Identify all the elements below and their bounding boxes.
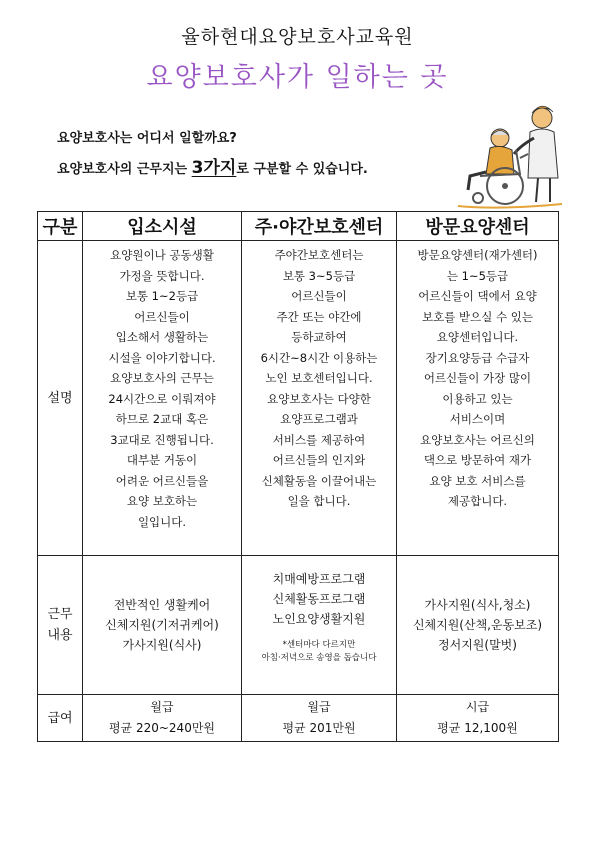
work-line: 가사지원(식사,청소) bbox=[424, 598, 531, 612]
header-day-night-center: 주·야간보호센터 bbox=[242, 212, 397, 241]
caregiver-wheelchair-illustration bbox=[450, 98, 570, 210]
pay-type: 시급 bbox=[465, 700, 490, 714]
desc-line: 방문요양센터(재가센터) bbox=[417, 248, 538, 262]
desc-line: 요양원이나 공동생활 bbox=[110, 248, 214, 262]
desc-line: 어르신들이 댁에서 요양 bbox=[418, 289, 537, 303]
row-label-description: 설명 bbox=[38, 241, 83, 556]
desc-line: 어르신들의 인지와 bbox=[272, 453, 366, 467]
desc-line: 등하교하여 bbox=[291, 330, 347, 344]
desc-residential bbox=[83, 241, 242, 556]
table-row-pay bbox=[38, 695, 559, 742]
desc-line: 이용하고 있는 bbox=[442, 391, 513, 406]
table-row-description bbox=[38, 241, 559, 556]
work-note-line: *센터마다 다르지만 bbox=[282, 640, 356, 650]
row-label-pay: 급여 bbox=[38, 695, 83, 742]
header-category: 구분 bbox=[38, 212, 83, 241]
work-home-care bbox=[397, 556, 559, 695]
pay-type: 월급 bbox=[307, 700, 331, 714]
header-residential-facility: 입소시설 bbox=[83, 212, 242, 241]
intro-text-post: 로 구분할 수 있습니다. bbox=[236, 162, 368, 177]
desc-line: 24시간으로 이뤄져야 bbox=[108, 391, 216, 406]
work-note-line: 아침·저녁으로 송영을 돕습니다 bbox=[261, 653, 377, 663]
desc-line: 어르신들이 bbox=[134, 309, 190, 324]
desc-line: 입소해서 생활하는 bbox=[115, 330, 209, 344]
work-note bbox=[242, 639, 396, 665]
desc-line: 장기요양등급 수급자 bbox=[425, 350, 530, 365]
desc-line: 주야간보호센터는 bbox=[274, 248, 364, 262]
pay-home-care bbox=[397, 695, 559, 742]
desc-line: 보호를 받으실 수 있는 bbox=[422, 309, 533, 324]
desc-line: 요양 보호 서비스를 bbox=[429, 473, 526, 488]
row-label-line: 근무 bbox=[47, 607, 73, 622]
desc-line: 보통 3~5등급 bbox=[282, 268, 356, 283]
desc-line: 시설을 이야기합니다. bbox=[108, 350, 216, 365]
desc-line: 하므로 2교대 혹은 bbox=[115, 412, 209, 426]
workplace-table bbox=[37, 211, 559, 742]
desc-line: 대부분 거동이 bbox=[126, 453, 198, 467]
intro-statement bbox=[57, 153, 368, 178]
desc-line: 는 1~5등급 bbox=[446, 268, 509, 283]
intro-highlight: 3가지 bbox=[191, 158, 237, 178]
desc-line: 요양보호사의 근무는 bbox=[110, 371, 214, 385]
desc-line: 서비스를 제공하여 bbox=[272, 432, 366, 447]
pay-residential bbox=[83, 695, 242, 742]
desc-line: 어려운 어르신들을 bbox=[115, 473, 209, 488]
table-row-work bbox=[38, 556, 559, 695]
desc-line: 보통 1~2등급 bbox=[125, 289, 199, 303]
desc-home-care bbox=[397, 241, 559, 556]
desc-line: 주간 또는 야간에 bbox=[276, 309, 362, 324]
desc-line: 어르신들이 bbox=[291, 289, 347, 303]
desc-line: 일입니다. bbox=[137, 514, 187, 529]
desc-line: 신체활동을 이끌어내는 bbox=[261, 473, 377, 488]
desc-line: 요양보호사는 어르신의 bbox=[420, 432, 535, 447]
desc-line: 댁으로 방문하여 재가 bbox=[423, 453, 532, 467]
work-line: 정서지원(말벗) bbox=[438, 638, 517, 652]
desc-line: 요양보호사는 다양한 bbox=[267, 391, 371, 406]
work-line: 신체지원(기저귀케어) bbox=[105, 618, 219, 632]
pay-day-night bbox=[242, 695, 397, 742]
desc-line: 요양 보호하는 bbox=[126, 494, 198, 508]
table-header-row bbox=[38, 212, 559, 241]
work-residential bbox=[83, 556, 242, 695]
intro-question: 요양보호사는 어디서 일할까요? bbox=[57, 131, 237, 146]
row-label-line: 내용 bbox=[47, 628, 73, 643]
desc-line: 요양프로그램과 bbox=[280, 412, 358, 426]
row-label-work bbox=[38, 556, 83, 695]
desc-day-night bbox=[242, 241, 397, 556]
work-line: 가사지원(식사) bbox=[122, 638, 202, 652]
desc-line: 제공합니다. bbox=[447, 494, 508, 508]
header-home-care-center: 방문요양센터 bbox=[397, 212, 559, 241]
org-name: 율하현대요양보호사교육원 bbox=[181, 26, 414, 48]
page-title: 요양보호사가 일하는 곳 bbox=[146, 62, 449, 93]
work-line: 치매예방프로그램 bbox=[272, 572, 366, 586]
work-line: 신체활동프로그램 bbox=[272, 592, 366, 606]
pay-type: 월급 bbox=[150, 700, 174, 714]
desc-line: 가정을 뜻합니다. bbox=[119, 268, 205, 283]
desc-line: 일을 합니다. bbox=[287, 494, 351, 508]
work-line: 전반적인 생활케어 bbox=[113, 598, 211, 612]
pay-amount: 평균 201만원 bbox=[282, 721, 356, 735]
work-line: 노인요양생활지원 bbox=[272, 612, 366, 626]
work-line: 신체지원(산책,운동보조) bbox=[412, 618, 543, 632]
intro-text-pre: 요양보호사의 근무지는 bbox=[57, 162, 192, 177]
work-day-night bbox=[242, 556, 397, 695]
desc-line: 서비스이며 bbox=[449, 412, 506, 426]
desc-line: 어르신들이 가장 많이 bbox=[423, 371, 532, 385]
desc-line: 6시간~8시간 이용하는 bbox=[260, 350, 378, 365]
desc-line: 3교대로 진행됩니다. bbox=[110, 432, 214, 447]
pay-amount: 평균 12,100원 bbox=[437, 721, 518, 735]
pay-amount: 평균 220~240만원 bbox=[108, 721, 216, 735]
desc-line: 노인 보호센터입니다. bbox=[265, 371, 373, 385]
desc-line: 요양센터입니다. bbox=[436, 330, 519, 344]
